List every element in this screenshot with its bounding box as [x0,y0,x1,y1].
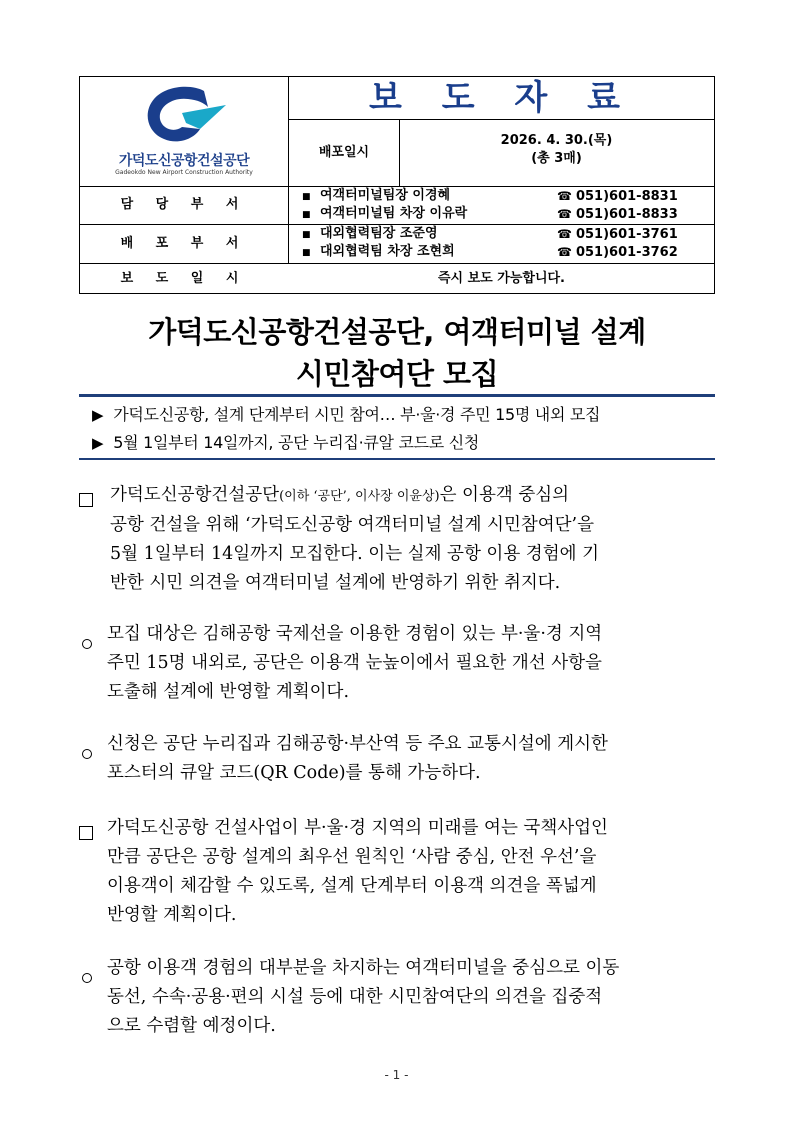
doc-title: 보 도 자 료 [369,78,634,118]
phone-icon: ☎ [557,245,572,259]
org-name-en: Gadeokdo New Airport Construction Authority [115,169,253,176]
circle-bullet-icon [82,639,92,649]
subhead-1 [92,402,600,425]
circle-bullet-icon [82,749,92,759]
distribution-value [400,132,713,168]
responsible-contact-1 [302,187,678,206]
triangle-right-icon: ▶ [92,434,104,452]
release-dept-label: 배 포 부 서 [120,236,248,251]
responsible-contact-2 [302,205,678,224]
contact-phone: 051)601-8833 [575,207,678,222]
header-table [79,76,715,294]
contact-phone: 051)601-3762 [575,245,678,260]
bullet-icon: ■ [302,210,311,220]
distribution-pages: (총 3매) [531,151,582,166]
subhead-2 [92,430,479,453]
phone-icon: ☎ [557,227,572,241]
page-number: - 1 - [384,1068,409,1082]
distribution-label: 배포일시 [318,145,370,160]
headline-rule-top [79,394,715,397]
paragraph-1: 가덕도신공항건설공단(이하 ‘공단’, 이사장 이윤상)은 이용객 중심의 공항 건설을 위해 ‘가덕도신공항 여객터미널 설계 시민참여단’을 5월 1일부터 14일까지 모집한다. 이는 실제 공항 이용 경험에 기 반한 시민 의견을 여객터미널 설계에 반영하기 위한 취지다. [79,481,719,598]
subhead-text: 가덕도신공항, 설계 단계부터 시민 참여… 부·울·경 주민 15명 내외 모집 [113,405,601,424]
bullet-icon: ■ [302,192,311,202]
distribution-date: 2026. 4. 30.(목) [500,133,613,148]
circle-bullet-icon [82,973,92,983]
square-bullet-icon [79,826,93,840]
contact-name: 여객터미널팀 차장 이유락 [320,206,468,221]
triangle-right-icon: ▶ [92,406,104,424]
report-label: 보 도 일 시 [120,271,248,286]
contact-name: 여객터미널팀장 이경혜 [320,188,451,203]
report-value: 즉시 보도 가능합니다. [437,271,565,286]
paragraph-3: 신청은 공단 누리집과 김해공항·부산역 등 주요 교통시설에 게시한 포스터의 큐알 코드(QR Code)를 통해 가능하다. [79,730,719,788]
headline-line-1: 가덕도신공항건설공단, 여객터미널 설계 [148,315,646,349]
square-bullet-icon [79,493,93,507]
headline-line-2: 시민참여단 모집 [295,357,499,391]
subhead-text: 5월 1일부터 14일까지, 공단 누리집·큐알 코드로 신청 [113,433,480,452]
logo-cell [80,77,288,186]
contact-name: 대외협력팀 차장 조현희 [320,244,455,259]
paragraph-2: 모집 대상은 김해공항 국제선을 이용한 경험이 있는 부·울·경 지역 주민 15명 내외로, 공단은 이용객 눈높이에서 필요한 개선 사항을 도출해 설계에 반영할 계획이다. [79,620,719,707]
responsible-label: 담 당 부 서 [120,197,248,212]
phone-icon: ☎ [557,207,572,221]
headline-rule-bottom [79,458,715,460]
contact-phone: 051)601-3761 [575,227,678,242]
phone-icon: ☎ [557,189,572,203]
authority-logo-icon [142,83,228,147]
paragraph-5: 공항 이용객 경험의 대부분을 차지하는 여객터미널을 중심으로 이동 동선, 수속·공용·편의 시설 등에 대한 시민참여단의 의견을 집중적 으로 수렴할 예정이다. [79,954,719,1041]
contact-name: 대외협력팀장 조준영 [320,226,438,241]
paragraph-4: 가덕도신공항 건설사업이 부·울·경 지역의 미래를 여는 국책사업인 만큼 공단은 공항 설계의 최우선 원칙인 ‘사람 중심, 안전 우선’을 이용객이 체감할 수 있도록, 설계 단계부터 이용객 의견을 폭넓게 반영할 계획이다. [79,814,719,930]
bullet-icon: ■ [302,248,311,258]
org-name: 가덕도신공항건설공단 [118,153,250,169]
bullet-icon: ■ [302,230,311,240]
release-contact-2 [302,243,678,262]
contact-phone: 051)601-8831 [575,189,678,204]
release-contact-1 [302,225,678,244]
